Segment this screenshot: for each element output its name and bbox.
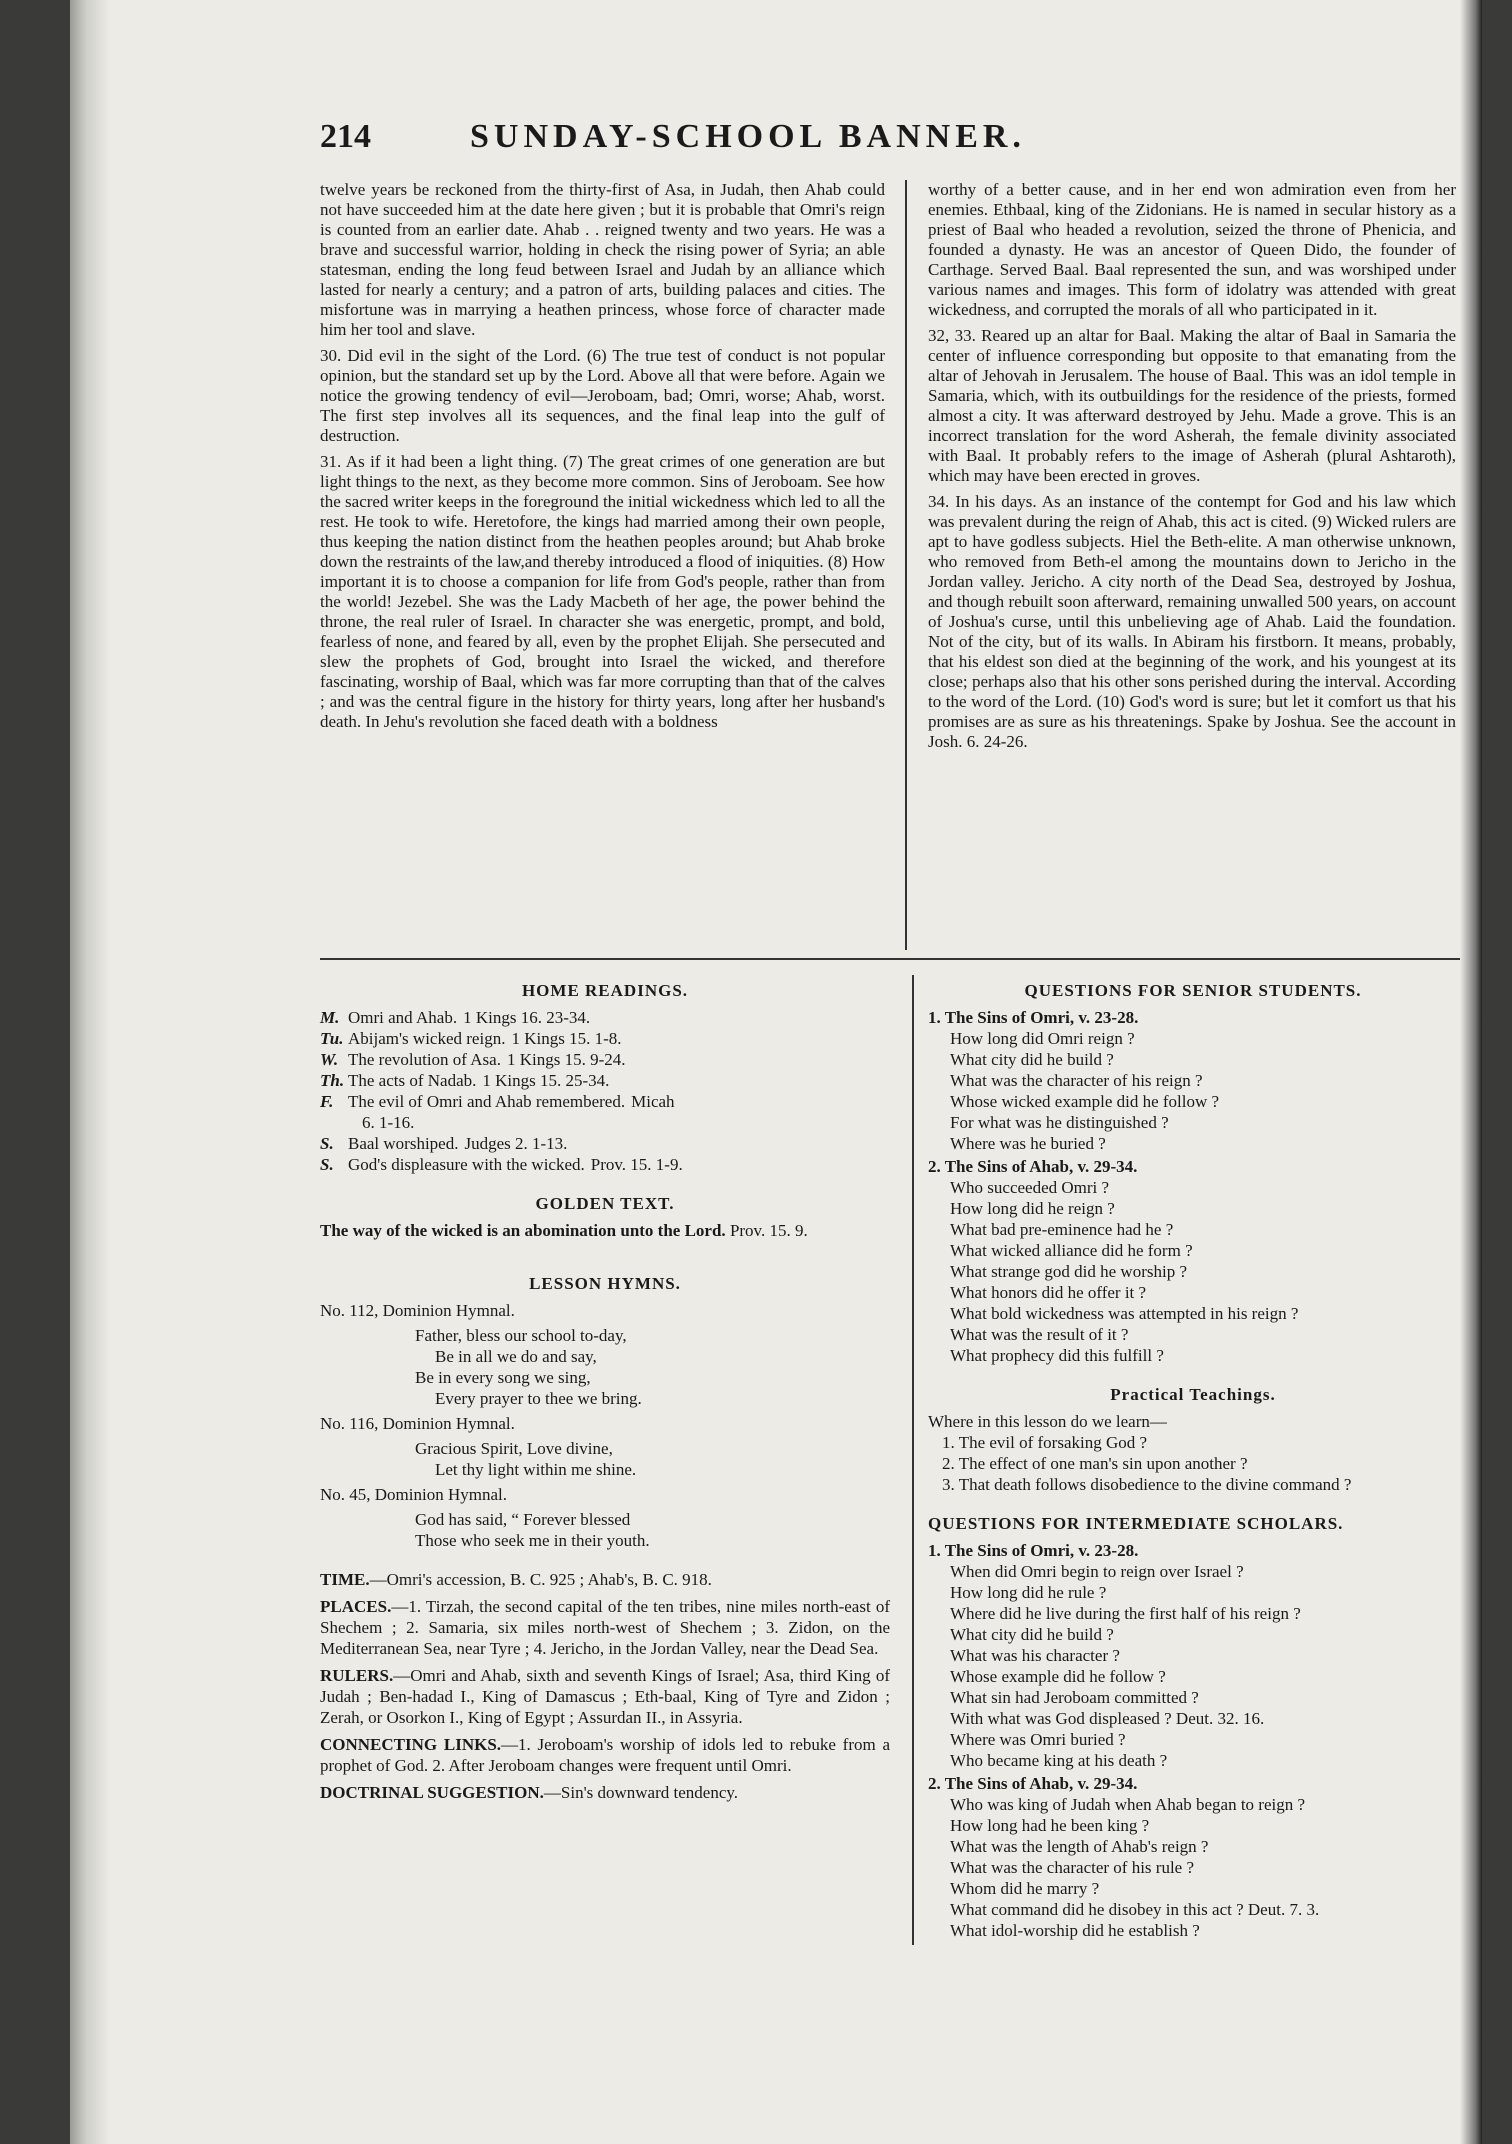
question: What city did he build ? [950, 1625, 1114, 1644]
hymn-line: Those who seek me in their youth. [415, 1531, 650, 1550]
column-divider [912, 975, 914, 1945]
question: How long did he rule ? [950, 1583, 1107, 1602]
question: How long did he reign ? [950, 1199, 1115, 1218]
question: Whose wicked example did he follow ? [950, 1092, 1220, 1111]
question: How long did Omri reign ? [950, 1029, 1135, 1048]
question: What strange god did he worship ? [950, 1262, 1187, 1281]
reading-item: S. God's displeasure with the wicked. Prov. 15. 1-9. [320, 1155, 683, 1174]
question: What command did he disobey in this act ? Deut. 7. 3. [950, 1900, 1320, 1919]
question: What city did he build ? [950, 1050, 1114, 1069]
hymn-line: God has said, “ Forever blessed [415, 1510, 631, 1529]
question-section-title: 2. The Sins of Ahab, v. 29-34. [928, 1157, 1138, 1176]
hymn-number: No. 45, Dominion Hymnal. [320, 1485, 507, 1504]
practical-item: 1. The evil of forsaking God ? [942, 1433, 1148, 1452]
note-doctrinal-suggestion: DOCTRINAL SUGGESTION.—Sin's downward tendency. [320, 1783, 739, 1802]
question: Where was he buried ? [950, 1134, 1106, 1153]
hymn-line: Be in every song we sing, [415, 1368, 591, 1387]
reading-item: 6. 1-16. [362, 1113, 415, 1132]
section-divider [320, 958, 1460, 960]
question: What wicked alliance did he form ? [950, 1241, 1193, 1260]
column-divider [905, 180, 907, 950]
note-places: PLACES.—1. Tirzah, the second capital of the ten tribes, nine miles north-east of Shechem ; 2. Samaria, six miles north-west of Shechem ; 3. Zidon, on the Mediterranean Sea, near Tyre ; 4. Jericho, in the Jordan Valley, near the Dead Sea. [320, 1597, 890, 1658]
magazine-page [70, 0, 1482, 2144]
question-section-title: 1. The Sins of Omri, v. 23-28. [928, 1541, 1139, 1560]
practical-item: 3. That death follows disobedience to the divine command ? [942, 1475, 1352, 1494]
note-connecting-links: CONNECTING LINKS.—1. Jeroboam's worship of idols led to rebuke from a prophet of God. 2. After Jeroboam changes were frequent until Omri. [320, 1735, 890, 1775]
question: With what was God displeased ? Deut. 32. 16. [950, 1709, 1265, 1728]
golden-text-heading: GOLDEN TEXT. [535, 1194, 675, 1213]
intermediate-questions-heading: QUESTIONS FOR INTERMEDIATE SCHOLARS. [928, 1514, 1344, 1533]
lesson-notes [320, 1569, 890, 1803]
questions-column [928, 980, 1458, 1941]
practical-intro: Where in this lesson do we learn— [928, 1412, 1167, 1431]
page-title: SUNDAY-SCHOOL BANNER. [470, 118, 1026, 155]
hymn-line: Gracious Spirit, Love divine, [415, 1439, 613, 1458]
hymn-number: No. 112, Dominion Hymnal. [320, 1301, 515, 1320]
question: Where did he live during the first half of his reign ? [950, 1604, 1301, 1623]
question: Who was king of Judah when Ahab began to reign ? [950, 1795, 1306, 1814]
note-time: TIME.—Omri's accession, B. C. 925 ; Ahab's, B. C. 918. [320, 1570, 712, 1589]
home-readings-heading: HOME READINGS. [521, 981, 689, 1000]
golden-text: The way of the wicked is an abomination unto the Lord. Prov. 15. 9. [320, 1221, 808, 1240]
question: What was the character of his reign ? [950, 1071, 1203, 1090]
page-header [320, 118, 1430, 162]
question: What bold wickedness was attempted in his reign ? [950, 1304, 1299, 1323]
hymn-line: Every prayer to thee we bring. [435, 1389, 642, 1408]
question: What was the length of Ahab's reign ? [950, 1837, 1209, 1856]
page-edge-shadow [1460, 0, 1482, 2144]
commentary-left-column [320, 180, 885, 738]
note-rulers: RULERS.—Omri and Ahab, sixth and seventh Kings of Israel; Asa, third King of Judah ; Ben-hadad I., King of Damascus ; Eth-baal, King of Tyre and Zidon ; Zerah, or Osorkon I., King of Egypt ; Assurdan II., in Assyria. [320, 1666, 890, 1727]
question: What was his character ? [950, 1646, 1120, 1665]
question-section-title: 2. The Sins of Ahab, v. 29-34. [928, 1774, 1138, 1793]
question: Whose example did he follow ? [950, 1667, 1166, 1686]
question: What bad pre-eminence had he ? [950, 1220, 1174, 1239]
reading-item: Th. The acts of Nadab. 1 Kings 15. 25-34. [320, 1071, 610, 1090]
reading-item: Tu. Abijam's wicked reign. 1 Kings 15. 1-8. [320, 1029, 622, 1048]
question: What prophecy did this fulfill ? [950, 1346, 1164, 1365]
question: Who became king at his death ? [950, 1751, 1168, 1770]
commentary-paragraph: worthy of a better cause, and in her end won admiration even from her enemies. Ethbaal, king of the Zidonians. He is named in secular history as a priest of Baal who headed a revolution, seized the throne of Phenicia, and founded a dynasty. He was an ancestor of Queen Dido, the founder of Carthage. Served Baal. Baal represented the sun, and was worshiped under various names and images. This form of idolatry was attended with great wickedness, and corrupted the morals of all who participated in it. [928, 180, 1456, 319]
question: What was the result of it ? [950, 1325, 1129, 1344]
question: Who succeeded Omri ? [950, 1178, 1110, 1197]
commentary-paragraph: 30. Did evil in the sight of the Lord. (6) The true test of conduct is not popular opinion, but the standard set up by the Lord. Above all that were before. Again we notice the growing tendency of evil—Jeroboam, bad; Omri, worse; Ahab, worst. The first step involves all its sequences, and the final leap into the gulf of destruction. [320, 346, 885, 445]
question: Where was Omri buried ? [950, 1730, 1126, 1749]
lesson-hymns-heading: LESSON HYMNS. [529, 1274, 681, 1293]
hymn-number: No. 116, Dominion Hymnal. [320, 1414, 515, 1433]
hymn-line: Let thy light within me shine. [435, 1460, 637, 1479]
hymn-line: Be in all we do and say, [435, 1347, 597, 1366]
commentary-paragraph: twelve years be reckoned from the thirty-first of Asa, in Judah, then Ahab could not have succeeded him at the date here given ; but it is probable that Omri's reign is counted from an earlier date. Ahab . . reigned twenty and two years. He was a brave and successful warrior, holding in check the rising power of Syria; an able statesman, ending the long feud between Israel and Judah by an alliance which lasted for nearly a century; and a patron of arts, building palaces and cities. The misfortune was in marrying a heathen princess, whose force of character made him her tool and slave. [320, 180, 885, 339]
reading-item: W. The revolution of Asa. 1 Kings 15. 9-24. [320, 1050, 626, 1069]
commentary-paragraph: 32, 33. Reared up an altar for Baal. Making the altar of Baal in Samaria the center of influence corresponding but opposite to that emanating from the altar of Jehovah in Jerusalem. The house of Baal. This was an idol temple in Samaria, which, with its outbuildings for the residence of the priests, formed almost a city. It was afterward destroyed by Jehu. Made a grove. This is an incorrect translation for the word Asherah, the female divinity associated with Baal. It probably refers to the image of Asherah (plural Ashtaroth), which may have been erected in groves. [928, 326, 1456, 485]
question: When did Omri begin to reign over Israel ? [950, 1562, 1244, 1581]
commentary-right-column [928, 180, 1456, 758]
practical-teachings-heading: Practical Teachings. [1110, 1385, 1276, 1404]
question: What idol-worship did he establish ? [950, 1921, 1200, 1940]
commentary-paragraph: 34. In his days. As an instance of the contempt for God and his law which was prevalent during the reign of Ahab, this act is cited. (9) Wicked rulers are apt to have godless subjects. Hiel the Beth-elite. A man otherwise unknown, who removed from Beth-el among the mountains down to Jericho in the Jordan valley. Jericho. A city north of the Dead Sea, destroyed by Joshua, and though rebuilt soon afterward, remaining unwalled 500 years, on account of Joshua's curse, until this unbelieving age of Ahab. Laid the foundation. Not of the city, but of its walls. In Abiram his firstborn. It means, probably, that his eldest son died at the beginning of the work, and his youngest at its close; perhaps also that his other sons perished during the interval. According to the word of the Lord. (10) God's word is sure; but let it comfort us that his promises are as sure as his threatenings. Spake by Joshua. See the account in Josh. 6. 24-26. [928, 492, 1456, 751]
question-section-title: 1. The Sins of Omri, v. 23-28. [928, 1008, 1139, 1027]
reading-item: F. The evil of Omri and Ahab remembered. Micah [320, 1092, 675, 1111]
question: What honors did he offer it ? [950, 1283, 1147, 1302]
question: How long had he been king ? [950, 1816, 1150, 1835]
hymn-line: Father, bless our school to-day, [415, 1326, 627, 1345]
question: For what was he distinguished ? [950, 1113, 1169, 1132]
question: Whom did he marry ? [950, 1879, 1100, 1898]
lesson-helps-column [320, 980, 890, 1809]
senior-questions-heading: QUESTIONS FOR SENIOR STUDENTS. [1024, 981, 1362, 1000]
page-binding-shadow [70, 0, 110, 2144]
question: What sin had Jeroboam committed ? [950, 1688, 1199, 1707]
reading-item: S. Baal worshiped. Judges 2. 1-13. [320, 1134, 568, 1153]
commentary-paragraph: 31. As if it had been a light thing. (7) The great crimes of one generation are but light things to the next, as they become more common. Sins of Jeroboam. See how the sacred writer keeps in the foreground the initial wickedness which led to all the rest. He took to wife. Heretofore, the kings had married among their own people, thus keeping the nation distinct from the heathen peoples around; but Ahab broke down the restraints of the law,and thereby introduced a flood of iniquities. (8) How important it is to choose a companion for life from God's people, rather than from the world! Jezebel. She was the Lady Macbeth of her age, the power behind the throne, the real ruler of Israel. In character she was energetic, prompt, and bold, fearless of none, and feared by all, even by the prophet Elijah. She persecuted and slew the prophets of God, brought into Israel the wicked, and therefore fascinating, worship of Baal, which was far more corrupting than that of the calves ; and was the central figure in the history for thirty years, long after her husband's death. In Jehu's revolution she faced death with a boldness [320, 452, 885, 731]
question: What was the character of his rule ? [950, 1858, 1195, 1877]
reading-item: M. Omri and Ahab. 1 Kings 16. 23-34. [320, 1008, 591, 1027]
practical-item: 2. The effect of one man's sin upon another ? [942, 1454, 1248, 1473]
page-number: 214 [320, 118, 371, 155]
